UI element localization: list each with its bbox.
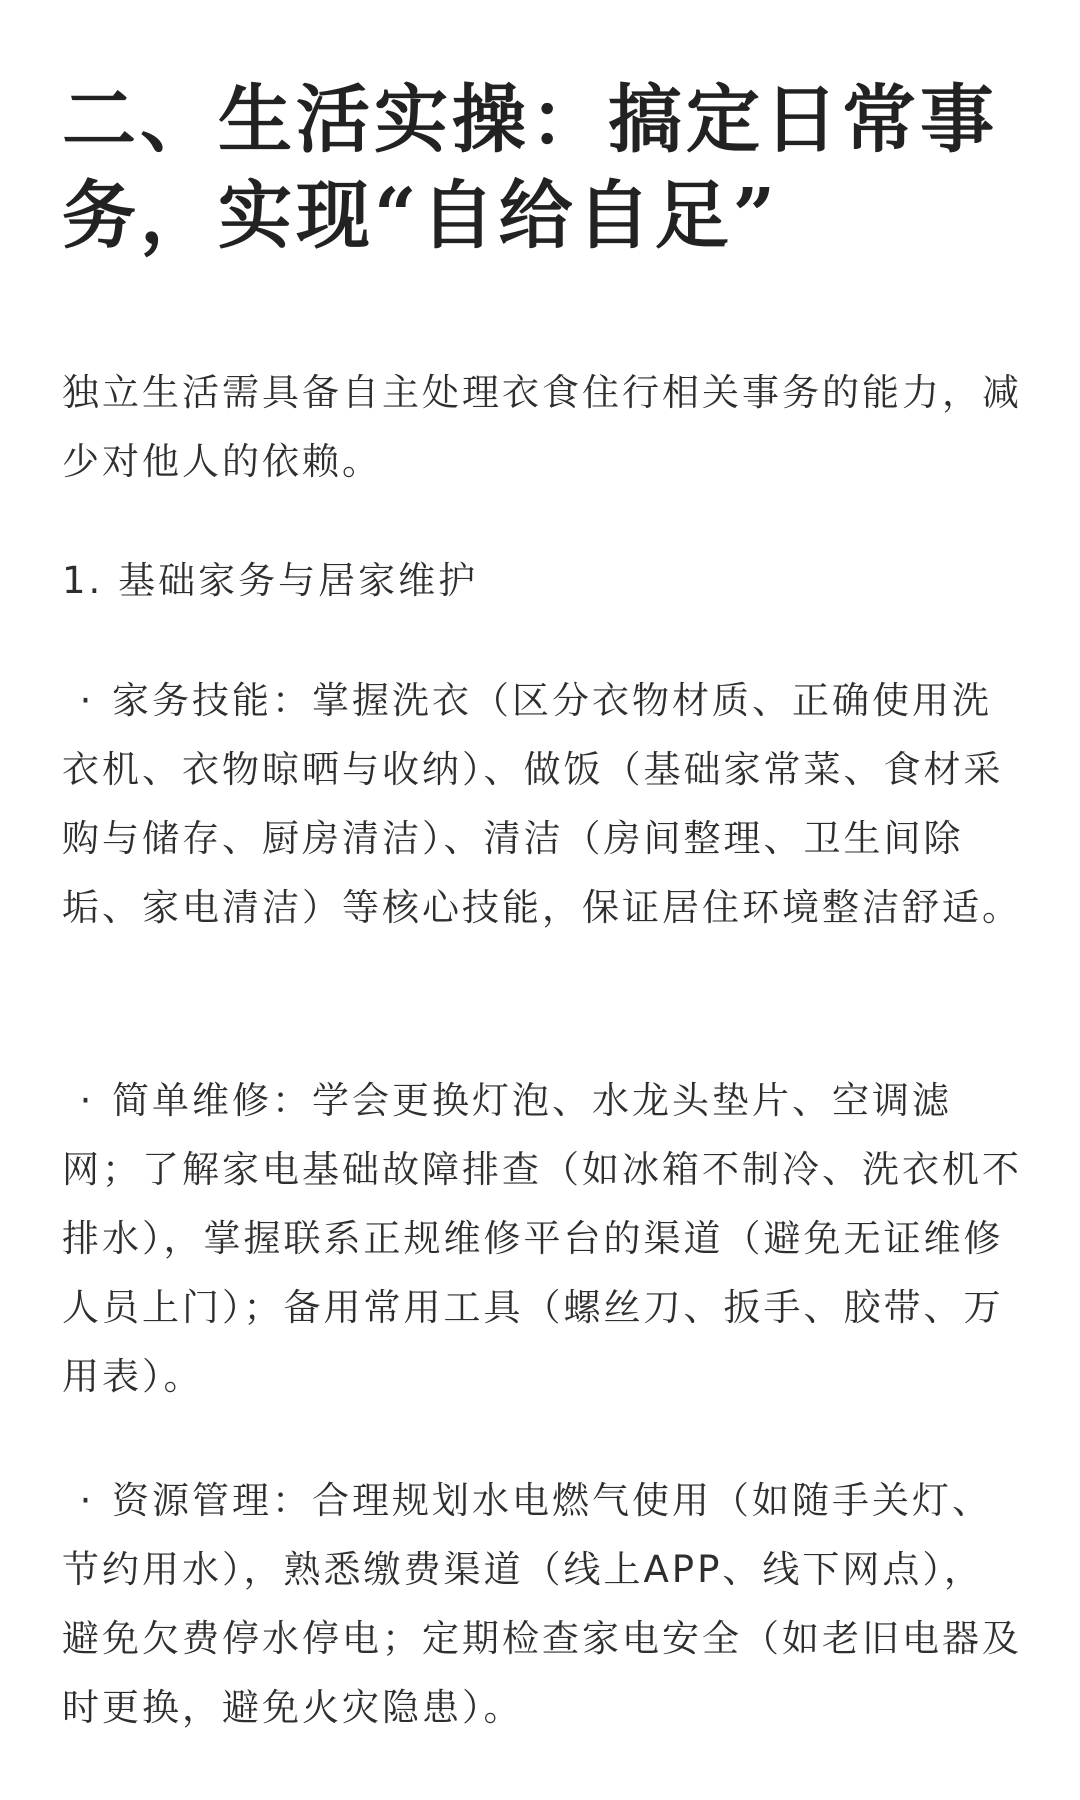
list-item [62, 666, 1022, 942]
list-item [62, 1466, 1022, 1742]
subsection-heading: 1. 基础家务与居家维护 [62, 559, 479, 602]
list-item [62, 1066, 1022, 1411]
bullet-icon: · [79, 1079, 95, 1122]
list-item-text: 资源管理：合理规划水电燃气使用（如随手关灯、节约用水），熟悉缴费渠道（线上APP、线下网点），避免欠费停水停电；定期检查家电安全（如老旧电器及时更换，避免火灾隐患）。 [62, 1479, 1022, 1729]
bullet-icon: · [79, 679, 95, 722]
intro-paragraph: 独立生活需具备自主处理衣食住行相关事务的能力，减少对他人的依赖。 [62, 371, 1022, 483]
list-item-text: 家务技能：掌握洗衣（区分衣物材质、正确使用洗衣机、衣物晾晒与收纳）、做饭（基础家常菜、食材采购与储存、厨房清洁）、清洁（房间整理、卫生间除垢、家电清洁）等核心技能，保证居住环境整洁舒适。 [62, 679, 1022, 929]
bullet-icon: · [79, 1479, 95, 1522]
list-item-text: 简单维修：学会更换灯泡、水龙头垫片、空调滤网；了解家电基础故障排查（如冰箱不制冷、洗衣机不排水），掌握联系正规维修平台的渠道（避免无证维修人员上门）；备用常用工具（螺丝刀、扳手、胶带、万用表）。 [62, 1079, 1022, 1398]
section-heading: 二、生活实操：搞定日常事务，实现“自给自足” [62, 77, 998, 259]
